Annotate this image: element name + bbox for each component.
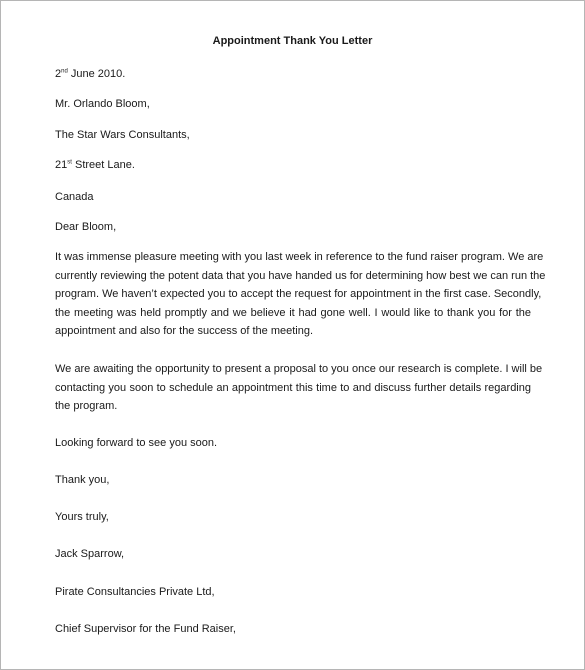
thanks-line: Thank you,	[55, 474, 110, 486]
street-rest: Street Lane.	[71, 159, 135, 171]
recipient-name: Mr. Orlando Bloom,	[55, 98, 150, 110]
paragraph-line: program. We haven’t expected you to accept the request for appointment in the first case. Secondly,	[55, 288, 542, 300]
paragraph-line: appointment and also for the success of the meeting.	[55, 325, 314, 337]
date-suffix: nd	[61, 68, 68, 75]
date-rest: June 2010.	[67, 68, 126, 80]
paragraph-line: It was immense pleasure meeting with you last week in reference to the fund raiser program. We are	[55, 251, 544, 263]
sender-title: Chief Supervisor for the Fund Raiser,	[55, 623, 236, 635]
body-paragraph-2	[55, 360, 543, 416]
street-number: 21	[55, 159, 68, 171]
recipient-street	[55, 158, 135, 172]
paragraph-line: We are awaiting the opportunity to present a proposal to you once our research is complete. I will be	[55, 363, 543, 375]
body-paragraph-1	[55, 248, 546, 341]
paragraph-line: the program.	[55, 400, 118, 412]
letter-date	[55, 67, 125, 81]
sign-off: Yours truly,	[55, 511, 109, 523]
recipient-company: The Star Wars Consultants,	[55, 129, 190, 141]
closing-line: Looking forward to see you soon.	[55, 437, 218, 449]
sender-name: Jack Sparrow,	[55, 548, 125, 560]
paragraph-line: currently reviewing the potent data that you have handed us for determining how best we can run the	[55, 269, 546, 282]
salutation: Dear Bloom,	[55, 221, 117, 233]
recipient-country: Canada	[55, 191, 94, 203]
paragraph-line: the meeting was held promptly and we believe it had gone well. I would like to thank you for the	[55, 306, 531, 319]
street-suffix: st	[67, 159, 72, 166]
sender-company: Pirate Consultancies Private Ltd,	[55, 586, 215, 598]
paragraph-line: contacting you soon to schedule an appointment this time to and discuss further details regarding	[55, 381, 531, 394]
letter-title: Appointment Thank You Letter	[212, 35, 373, 47]
date-day: 2	[55, 68, 62, 80]
